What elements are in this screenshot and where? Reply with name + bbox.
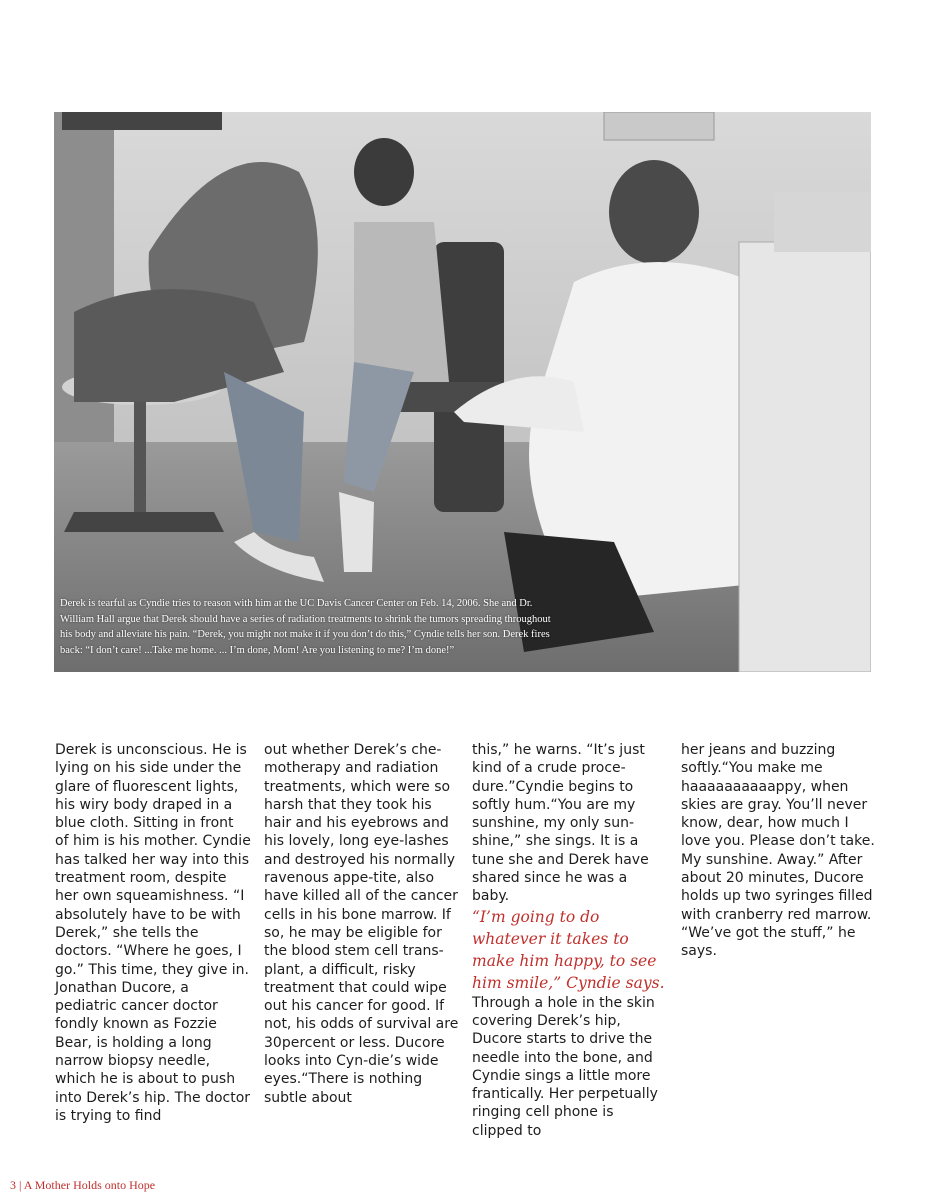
article-column-1: [55, 741, 251, 1125]
photo-illustration: [54, 112, 871, 672]
column-4-text: her jeans and buzzing softly.“You make me haaaaaaaaaappy, when skies are gray. You’ll never know, dear, how much I love you. Please don’t take. My sunshine. Away.” After about 20 minutes, Ducore holds up two syringes filled with cranberry red marrow. “We’ve got the stuff,” he says.: [681, 742, 875, 960]
article-column-2: [264, 741, 460, 1107]
page-number: 3: [10, 1178, 16, 1192]
article-photo: [54, 112, 871, 672]
pull-quote: “I’m going to do whatever it takes to make him happy, to see him smile,” Cyndie says.: [472, 907, 665, 992]
column-3-text-bottom: Through a hole in the skin covering Derek’s hip, Ducore starts to drive the needle into the bone, and Cyndie sings a little more frantically. Her perpetually ringing cell phone is clipped to: [472, 994, 658, 1139]
publication-title: A Mother Holds onto Hope: [23, 1178, 156, 1192]
article-column-3: [472, 741, 668, 1140]
footer-separator: |: [19, 1178, 22, 1192]
column-1-text: Derek is unconscious. He is lying on his side under the glare of fluorescent lights, his wiry body draped in a blue cloth. Sitting in front of him is his mother. Cyndie has talked her way into this treatment room, despite her own squeamishness. “I absolutely have to be with Derek,” she tells the doctors. “Where he goes, I go.” This time, they give in. Jonathan Ducore, a pediatric cancer doctor fondly known as Fozzie Bear, is holding a long narrow biopsy needle, which he is about to push into Derek’s hip. The doctor is trying to find: [55, 742, 251, 1124]
column-2-text: out whether Derek’s che-motherapy and radiation treatments, which were so harsh that they took his hair and his eyebrows and his lovely, long eye-lashes and destroyed his normally ravenous appe-tite, also have killed all of the cancer cells in his bone marrow. If so, he may be eligible for the blood stem cell trans-plant, a difficult, risky treatment that could wipe out his cancer for good. If not, his odds of survival are 30percent or less. Ducore looks into Cyn-die’s wide eyes.“There is nothing subtle about: [264, 742, 459, 1106]
column-3-text-top: this,” he warns. “It’s just kind of a crude proce-dure.”Cyndie begins to softly hum.“You are my sunshine, my only sun-shine,” she sings. It is a tune she and Derek have shared since he was a baby.: [472, 742, 649, 905]
article-column-4: [681, 741, 877, 961]
photo-caption: Derek is tearful as Cyndie tries to reason with him at the UC Davis Cancer Center on Feb. 14, 2006. She and Dr. William Hall argue that Derek should have a series of radiation treatments to shrink the tumors spreading throughout his body and alleviate his pain. “Derek, you might not make it if you don’t do this,” Cyndie tells her son. Derek fires back: “I don’t care! ...Take me home. ... I’m done, Mom! Are you listening to me? I’m done!”: [60, 598, 551, 656]
page-footer: [10, 1178, 155, 1193]
